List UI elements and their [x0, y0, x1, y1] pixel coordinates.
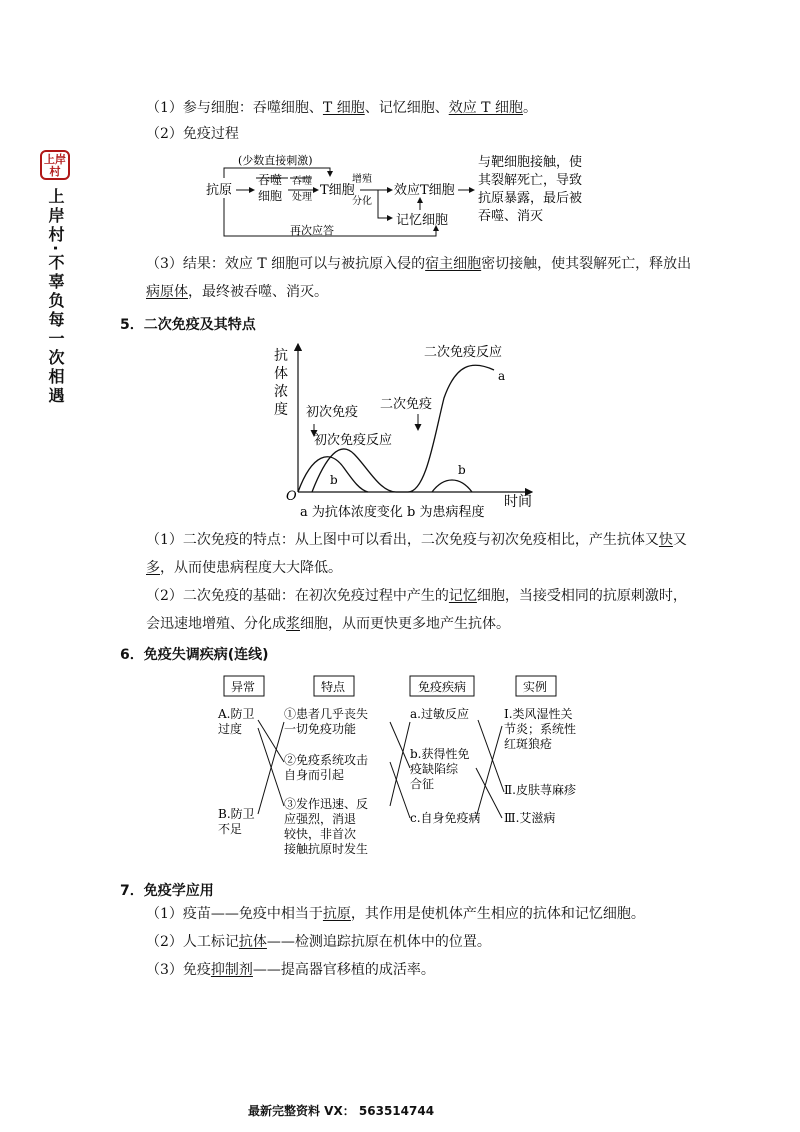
link-line: [476, 726, 502, 818]
text: （3）结果：效应 T 细胞可以与被抗原入侵的: [146, 256, 426, 272]
abnormal-b: B.防卫不足: [218, 807, 255, 836]
underlined-fast: 快: [658, 532, 673, 548]
link-line: [478, 720, 504, 792]
s5-p2-line1: [146, 586, 687, 606]
branch-arrow: [378, 190, 392, 218]
matching-diagram: [214, 672, 594, 868]
top-label: (少数直接刺激): [238, 154, 313, 167]
sidebar: [40, 150, 76, 406]
underlined-pathogen: 病原体: [146, 284, 188, 300]
sidebar-slogan: 上岸村·不辜负每一次相遇: [46, 188, 65, 407]
result-3: 抗原暴露，最后被: [478, 191, 583, 206]
prolif-label-2: 分化: [352, 196, 372, 207]
text: 细胞，从而更快更多地产生抗体。: [300, 616, 510, 632]
text: 密切接触，使其裂解死亡，释放出: [481, 256, 692, 272]
memory-node: 记忆细胞: [396, 213, 449, 228]
curve-a-label: a: [498, 369, 506, 383]
t-cell-node: T细胞: [320, 183, 355, 198]
chart-caption: a 为抗体浓度变化 b 为患病程度: [300, 505, 485, 520]
example-3: Ⅲ.艾滋病: [504, 811, 556, 825]
x-axis-label: 时间: [504, 494, 532, 510]
header-abnormal: 异常: [231, 680, 256, 694]
underlined-plasma: 浆: [286, 616, 300, 632]
result-2: 其裂解死亡，导致: [478, 173, 583, 188]
logo: 上岸村: [40, 150, 70, 180]
underlined-host: 宿主细胞: [425, 256, 482, 272]
text: ——检测追踪抗原在机体中的位置。: [266, 934, 491, 950]
feature-1: ①患者几乎丧失一切免疫功能: [284, 707, 369, 736]
s4-p1: [146, 98, 537, 118]
s6-heading: 6．免疫失调疾病(连线): [120, 647, 269, 663]
primary-label: 初次免疫: [306, 405, 359, 420]
text: （1）参与细胞：吞噬细胞、: [146, 100, 323, 116]
bottom-label: 再次应答: [290, 224, 334, 237]
header-feature: 特点: [321, 680, 346, 694]
curve-b-label-2: b: [458, 463, 466, 477]
link-line: [390, 722, 410, 768]
curve-b-secondary: [432, 480, 472, 492]
secondary-label: 二次免疫: [380, 397, 433, 412]
footer: 最新完整资料 VX： 563514744: [248, 1104, 435, 1118]
process-label-1: 吞噬: [292, 176, 312, 187]
effector-node: 效应T细胞: [394, 183, 455, 198]
example-1: Ⅰ.类风湿性关节炎；系统性红斑狼疮: [504, 707, 577, 751]
text: ——提高器官移植的成活率。: [252, 962, 435, 978]
text: ，从而使患病程度大大降低。: [160, 560, 342, 576]
s7-p2: [146, 932, 491, 952]
underlined-t-cell: T 细胞: [322, 100, 365, 116]
s7-p1: [146, 904, 645, 924]
disease-a: a.过敏反应: [410, 707, 469, 721]
s5-p2-line2: [146, 614, 510, 634]
primary-response-label: 初次免疫反应: [314, 433, 393, 448]
s5-p1-line2: [146, 558, 342, 578]
ylabel-4: 度: [274, 402, 288, 418]
result-4: 吞噬、消灭: [478, 209, 544, 224]
underlined-many: 多: [146, 560, 160, 576]
link-line: [390, 762, 410, 818]
text: 细胞，当接受相同的抗原刺激时，: [476, 588, 687, 604]
ylabel-3: 浓: [274, 384, 288, 400]
header-example: 实例: [523, 680, 548, 694]
text: （1）二次免疫的特点：从上图中可以看出，二次免疫与初次免疫相比，产生抗体又: [146, 532, 659, 548]
text: （1）疫苗——免疫中相当于: [146, 906, 323, 922]
link-line: [258, 722, 284, 814]
text: 、记忆细胞、: [364, 100, 449, 116]
underlined-memory: 记忆: [448, 588, 477, 604]
s4-p2: （2）免疫过程: [146, 126, 239, 142]
curve-b-label-1: b: [330, 473, 338, 487]
antigen-node: 抗原: [206, 183, 233, 198]
example-2: Ⅱ.皮肤荨麻疹: [504, 783, 576, 797]
text: ，其作用是使机体产生相应的抗体和记忆细胞。: [350, 906, 645, 922]
ylabel-2: 体: [274, 366, 288, 382]
phago-node-1: 吞噬: [258, 173, 283, 187]
text: ，最终被吞噬、消灭。: [188, 284, 328, 300]
s7-p3: [146, 960, 435, 980]
header-disease: 免疫疾病: [418, 680, 467, 694]
secondary-response-label: 二次免疫反应: [424, 345, 503, 360]
underlined-inhibitor: 抑制剂: [210, 962, 253, 978]
s5-p1-line1: [146, 530, 687, 550]
feature-3: ③发作迅速、反应强烈，消退较快，非首次接触抗原时发生: [284, 797, 369, 856]
text: 又: [672, 532, 687, 548]
text: （3）免疫: [146, 962, 211, 978]
abnormal-a: A.防卫过度: [218, 707, 255, 736]
result-1: 与靶细胞接触，使: [478, 155, 583, 170]
text: （2）人工标记: [146, 934, 239, 950]
underlined-antigen: 抗原: [322, 906, 351, 922]
secondary-immune-chart: [268, 338, 538, 522]
s4-p3-line2: [146, 282, 328, 302]
text: 会迅速地增殖、分化成: [146, 616, 286, 632]
feature-2: ②免疫系统攻击自身而引起: [284, 753, 369, 782]
ylabel-1: 抗: [274, 348, 288, 364]
text: （2）二次免疫的基础：在初次免疫过程中产生的: [146, 588, 449, 604]
s4-p3-line1: [146, 254, 691, 274]
text: 。: [522, 100, 537, 116]
immune-process-diagram: [200, 148, 620, 248]
disease-c: c.自身免疫病: [410, 811, 481, 825]
origin-label: O: [286, 489, 297, 504]
underlined-antibody: 抗体: [238, 934, 267, 950]
phago-node-2: 细胞: [258, 189, 283, 203]
curve-a: [312, 365, 494, 492]
s5-heading: 5．二次免疫及其特点: [120, 317, 256, 333]
underlined-effector: 效应 T 细胞: [448, 100, 523, 116]
link-line: [390, 722, 410, 806]
disease-b: b.获得性免疫缺陷综合征: [410, 747, 470, 791]
process-label-2: 处理: [292, 192, 312, 203]
s7-heading: 7．免疫学应用: [120, 883, 214, 899]
prolif-label-1: 增殖: [352, 174, 372, 185]
